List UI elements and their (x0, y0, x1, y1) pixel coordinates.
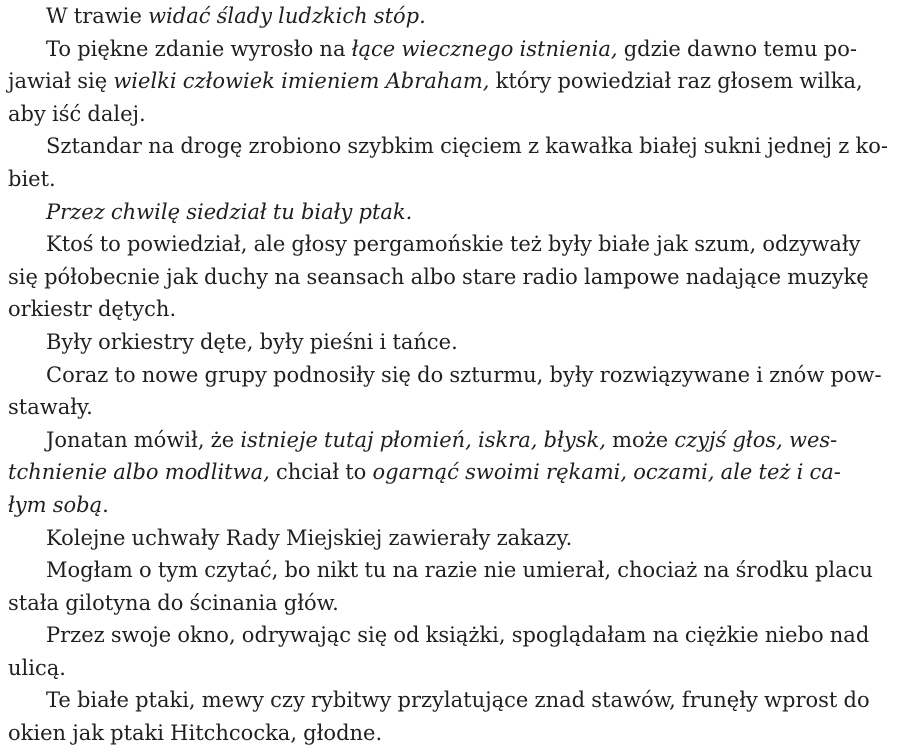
text-line (8, 652, 898, 685)
text-run: stała gilotyna do ścinania głów. (8, 590, 339, 615)
paragraph (8, 33, 898, 131)
text-line (8, 65, 898, 98)
text-run: się półobecnie jak duchy na seansach albo stare radio lampowe nadające muzykę (8, 264, 869, 289)
text-line (8, 359, 898, 392)
text-run: Jonatan mówił, że (46, 427, 241, 452)
text-line (8, 261, 898, 294)
italic-text: łym sobą (8, 492, 103, 517)
text-run: Ktoś to powiedział, ale głosy pergamońskie też były białe jak szum, odzywały (46, 232, 861, 257)
text-run: W trawie (46, 4, 149, 28)
text-line (8, 456, 898, 489)
text-line (8, 293, 898, 326)
italic-text: czyjś głos, wes- (674, 427, 838, 452)
paragraph (8, 522, 898, 555)
text-run: . (102, 492, 109, 517)
text-line (8, 522, 898, 555)
text-run: który powiedział raz głosem wilka, (489, 69, 863, 94)
text-run: Mogłam o tym czytać, bo nikt tu na razie nie umierał, chociaż na środku placu (46, 558, 873, 583)
paragraph (8, 554, 898, 619)
text-line (8, 391, 898, 424)
document-page (8, 0, 898, 746)
text-run: jawiał się (8, 69, 114, 94)
paragraph (8, 130, 898, 195)
text-line (8, 163, 898, 196)
text-run: Te białe ptaki, mewy czy rybitwy przylatujące znad stawów, frunęły wprost do (46, 688, 870, 713)
text-run: To piękne zdanie wyrosło na (46, 36, 352, 61)
text-line (8, 130, 898, 163)
text-run: aby iść dalej. (8, 101, 146, 126)
text-run: okien jak ptaki Hitchcocka, głodne. (8, 721, 383, 746)
paragraph (8, 684, 898, 749)
text-run: Przez swoje okno, odrywając się od książki, spoglądałam na ciężkie niebo nad (46, 623, 870, 648)
text-run: może (605, 427, 675, 452)
text-run: gdzie dawno temu po- (617, 36, 857, 61)
text-line (8, 33, 898, 66)
text-run: Były orkiestry dęte, były pieśni i tańce. (46, 329, 458, 354)
italic-text: ogarnąć swoimi rękami, oczami, ale też i ca- (372, 460, 841, 485)
text-run: ulicą. (8, 655, 66, 680)
text-body (8, 0, 898, 750)
italic-text: tchnienie albo modlitwa, (8, 460, 270, 485)
italic-text: wielki człowiek imieniem Abraham, (113, 69, 490, 94)
text-line (8, 587, 898, 620)
paragraph (8, 619, 898, 684)
text-line (8, 424, 898, 457)
text-line (8, 196, 898, 229)
text-run: chciał to (269, 460, 373, 485)
paragraph (8, 424, 898, 522)
text-run: Kolejne uchwały Rady Miejskiej zawierały zakazy. (46, 525, 573, 550)
italic-text: istnieje tutaj płomień, iskra, błysk, (240, 427, 606, 452)
paragraph (8, 0, 898, 33)
text-run: orkiestr dętych. (8, 297, 177, 322)
text-line (8, 0, 898, 33)
text-run: stawały. (8, 395, 93, 420)
text-line (8, 326, 898, 359)
paragraph (8, 228, 898, 326)
text-run: Coraz to nowe grupy podnosiły się do szturmu, były rozwiązywane i znów pow- (46, 362, 882, 387)
italic-text: łące wiecznego istnienia, (351, 36, 618, 61)
text-run: Sztandar na drogę zrobiono szybkim cięciem z kawałka białej sukni jednej z ko- (46, 134, 888, 159)
text-line (8, 554, 898, 587)
text-line (8, 98, 898, 131)
italic-text: Przez chwilę siedział tu biały ptak. (46, 199, 413, 224)
text-line (8, 619, 898, 652)
paragraph (8, 359, 898, 424)
text-line (8, 228, 898, 261)
paragraph (8, 326, 898, 359)
text-line (8, 717, 898, 750)
italic-text: widać ślady ludzkich stóp. (148, 4, 426, 28)
text-run: biet. (8, 166, 56, 191)
paragraph (8, 196, 898, 229)
text-line (8, 684, 898, 717)
text-line (8, 489, 898, 522)
